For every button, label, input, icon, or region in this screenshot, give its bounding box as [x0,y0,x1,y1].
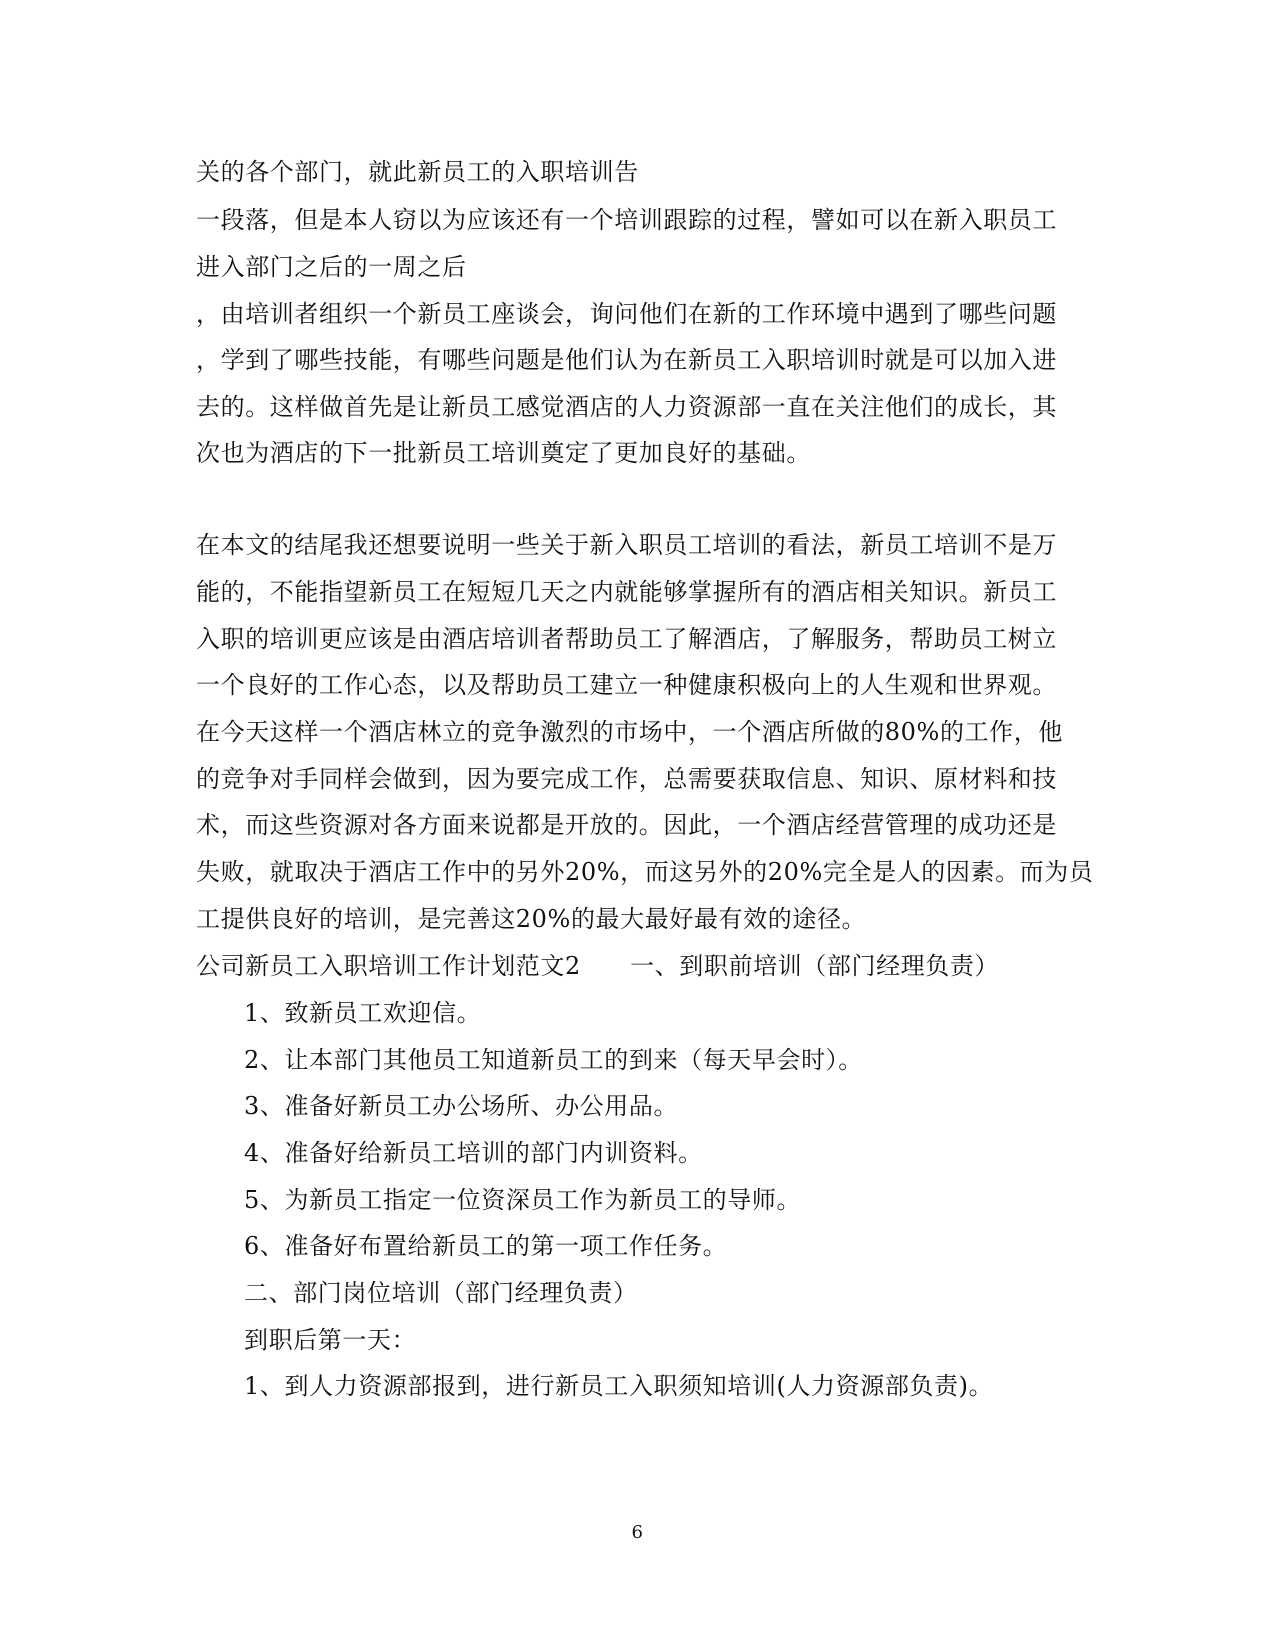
text-line: 术，而这些资源对各方面来说都是开放的。因此，一个酒店经营管理的成功还是 [196,811,1057,839]
text-line: ，学到了哪些技能，有哪些问题是他们认为在新员工入职培训时就是可以加入进 [196,346,1057,374]
text-line: 能的，不能指望新员工在短短几天之内就能够掌握所有的酒店相关知识。新员工 [196,578,1057,606]
text-line: 在今天这样一个酒店林立的竞争激烈的市场中，一个酒店所做的80%的工作，他 [196,718,1063,746]
text-line: 一个良好的工作心态，以及帮助员工建立一种健康积极向上的人生观和世界观。 [196,671,1057,699]
page-number: 6 [631,1522,644,1543]
text-line: ，由培训者组织一个新员工座谈会，询问他们在新的工作环境中遇到了哪些问题 [196,300,1057,328]
text-line: 入职的培训更应该是由酒店培训者帮助员工了解酒店，了解服务，帮助员工树立 [196,625,1057,653]
list-item: 4、准备好给新员工培训的部门内训资料。 [244,1139,703,1167]
text-line: 进入部门之后的一周之后 [196,253,467,281]
text-line: 失败，就取决于酒店工作中的另外20%，而这另外的20%完全是人的因素。而为员 [196,858,1094,886]
list-item: 1、致新员工欢迎信。 [244,999,482,1027]
list-item: 1、到人力资源部报到，进行新员工入职须知培训(人力资源部负责)。 [244,1372,994,1400]
list-item: 5、为新员工指定一位资深员工作为新员工的导师。 [244,1186,802,1214]
text-line: 工提供良好的培训，是完善这20%的最大最好最有效的途径。 [196,905,867,933]
list-item: 2、让本部门其他员工知道新员工的到来（每天早会时）。 [244,1046,863,1074]
text-line: 次也为酒店的下一批新员工培训奠定了更加良好的基础。 [196,439,811,467]
section-heading: 公司新员工入职培训工作计划范文2 一、到职前培训（部门经理负责） [196,952,1000,980]
text-line: 一段落，但是本人窃以为应该还有一个培训跟踪的过程，譬如可以在新入职员工 [196,206,1057,234]
list-item: 6、准备好布置给新员工的第一项工作任务。 [244,1232,728,1260]
text-line: 去的。这样做首先是让新员工感觉酒店的人力资源部一直在关注他们的成长，其 [196,393,1057,421]
list-item: 到职后第一天： [244,1326,417,1354]
text-line: 在本文的结尾我还想要说明一些关于新入职员工培训的看法，新员工培训不是万 [196,531,1057,559]
subsection-heading: 二、部门岗位培训（部门经理负责） [244,1279,638,1307]
list-item: 3、准备好新员工办公场所、办公用品。 [244,1092,679,1120]
text-line: 关的各个部门，就此新员工的入职培训告 [196,158,639,186]
text-line: 的竞争对手同样会做到，因为要完成工作，总需要获取信息、知识、原材料和技 [196,765,1057,793]
